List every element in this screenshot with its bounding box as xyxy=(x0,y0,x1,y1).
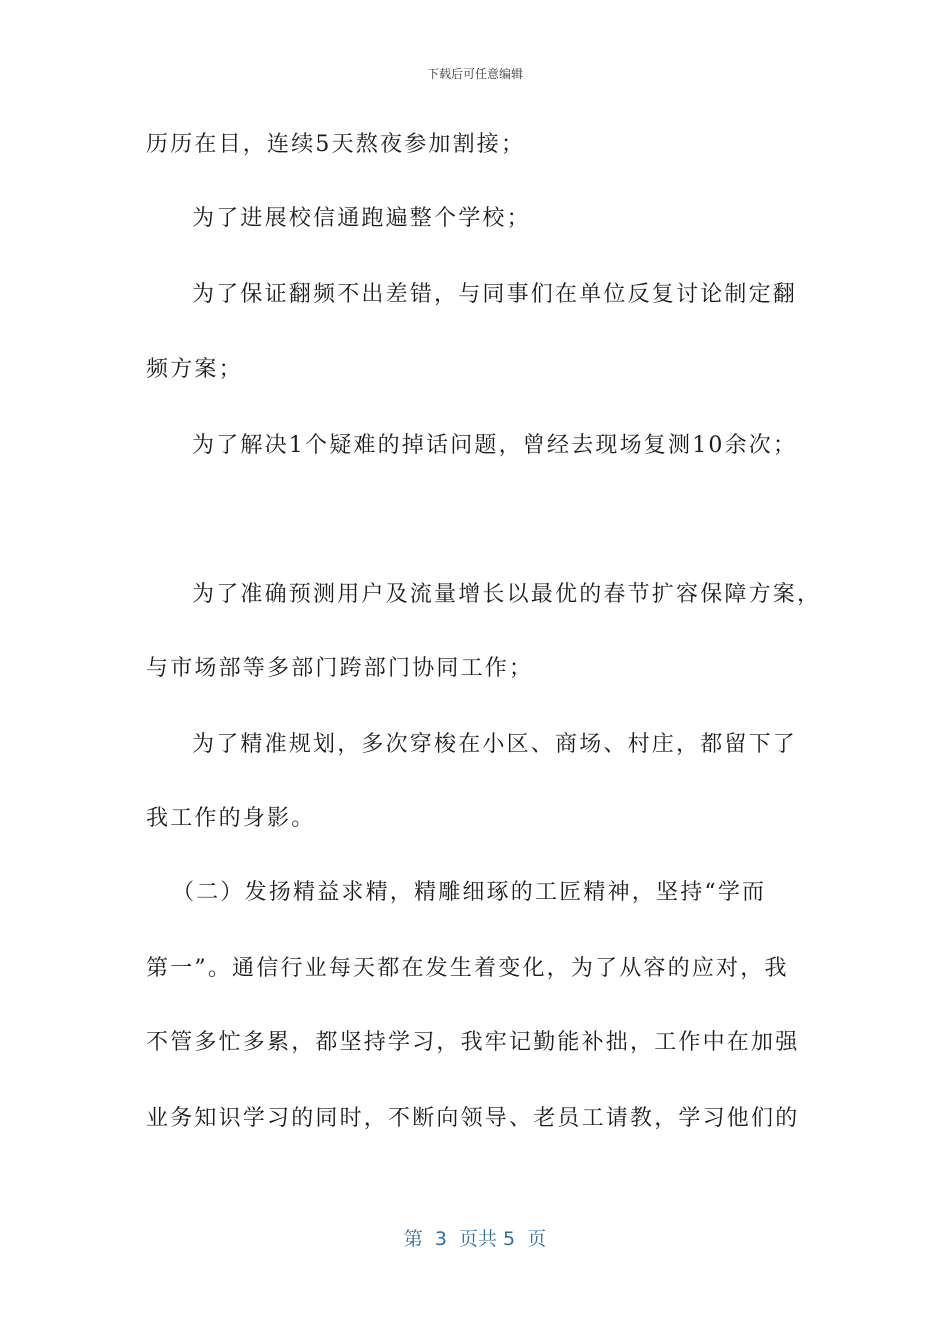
page-number-footer: 第 3 页共 5 页 xyxy=(403,1228,547,1250)
paragraph-line: 为了准确预测用户及流量增长以最优的春节扩容保障方案， xyxy=(192,582,822,607)
paragraph-line: 频方案； xyxy=(146,357,243,382)
paragraph-line: 我工作的身影。 xyxy=(146,806,316,831)
paragraph-line: 为了精准规划，多次穿梭在小区、商场、村庄，都留下了 xyxy=(192,732,798,757)
page-header-note: 下载后可任意编辑 xyxy=(426,67,523,81)
paragraph-line: 为了解决1个疑难的掉话问题，曾经去现场复测10余次； xyxy=(192,433,798,458)
paragraph-line: 与市场部等多部门跨部门协同工作； xyxy=(146,656,534,681)
paragraph-line: 为了保证翻频不出差错，与同事们在单位反复讨论制定翻 xyxy=(192,282,798,307)
paragraph-line: 业务知识学习的同时，不断向领导、老员工请教，学习他们的 xyxy=(146,1106,800,1131)
paragraph-line: 为了进展校信通跑遍整个学校； xyxy=(192,206,531,231)
paragraph-line: 第一”。通信行业每天都在发生着变化，为了从容的应对，我 xyxy=(146,956,789,981)
section-heading-line: （二）发扬精益求精，精雕细琢的工匠精神，坚持“学而 xyxy=(172,880,767,905)
paragraph-line: 不管多忙多累，都坚持学习，我牢记勤能补拙，工作中在加强 xyxy=(146,1030,800,1055)
paragraph-line: 历历在目，连续5天熬夜参加割接； xyxy=(146,132,526,157)
